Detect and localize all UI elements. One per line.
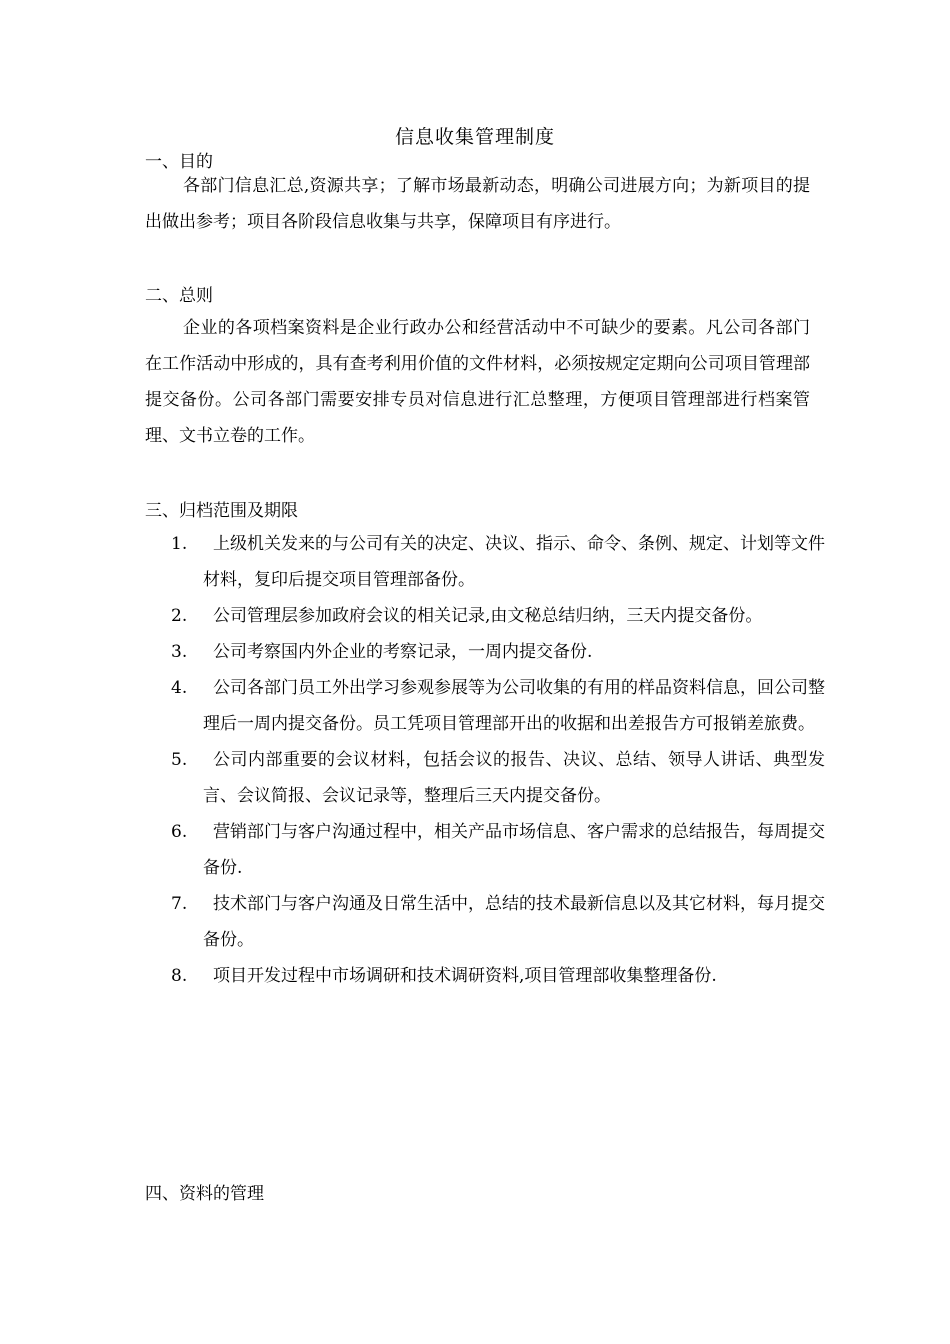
list-item-text: 公司管理层参加政府会议的相关记录,由文秘总结归纳，三天内提交备份。 bbox=[213, 606, 763, 626]
list-item bbox=[145, 526, 825, 598]
list-item-text: 公司考察国内外企业的考察记录，一周内提交备份. bbox=[213, 642, 593, 662]
list-item-number: 4. bbox=[171, 678, 188, 698]
list-item bbox=[145, 598, 825, 634]
list-item-text: 营销部门与客户沟通过程中，相关产品市场信息、客户需求的总结报告，每周提交备份. bbox=[203, 822, 825, 878]
list-item-number: 2. bbox=[171, 606, 188, 626]
list-item bbox=[145, 958, 825, 994]
list-item-number: 3. bbox=[171, 642, 188, 662]
list-item bbox=[145, 634, 825, 670]
list-item-text: 技术部门与客户沟通及日常生活中，总结的技术最新信息以及其它材料，每月提交备份。 bbox=[203, 894, 825, 950]
section-heading-purpose: 一、目的 bbox=[145, 152, 213, 172]
list-item-text: 上级机关发来的与公司有关的决定、决议、指示、命令、条例、规定、计划等文件材料，复印后提交项目管理部备份。 bbox=[203, 534, 825, 590]
list-item-text: 项目开发过程中市场调研和技术调研资料,项目管理部收集整理备份. bbox=[213, 966, 717, 986]
list-item bbox=[145, 670, 825, 742]
list-item bbox=[145, 742, 825, 814]
section-paragraph-purpose: 各部门信息汇总,资源共享；了解市场最新动态，明确公司进展方向；为新项目的提出做出参考；项目各阶段信息收集与共享，保障项目有序进行。 bbox=[145, 176, 810, 232]
list-item bbox=[145, 814, 825, 886]
list-item bbox=[145, 886, 825, 958]
list-item-number: 1. bbox=[171, 534, 188, 554]
list-item-number: 8. bbox=[171, 966, 188, 986]
section-paragraph-general: 企业的各项档案资料是企业行政办公和经营活动中不可缺少的要素。凡公司各部门在工作活动中形成的，具有查考利用价值的文件材料，必须按规定定期向公司项目管理部提交备份。公司各部门需要安排专员对信息进行汇总整理，方便项目管理部进行档案管理、文书立卷的工作。 bbox=[145, 318, 810, 446]
list-item-text: 公司内部重要的会议材料，包括会议的报告、决议、总结、领导人讲话、典型发言、会议简报、会议记录等，整理后三天内提交备份。 bbox=[203, 750, 825, 806]
section-heading-general: 二、总则 bbox=[145, 286, 213, 306]
list-item-number: 5. bbox=[171, 750, 188, 770]
section-heading-archive-scope: 三、归档范围及期限 bbox=[145, 501, 298, 521]
list-item-text: 公司各部门员工外出学习参观参展等为公司收集的有用的样品资料信息，回公司整理后一周内提交备份。员工凭项目管理部开出的收据和出差报告方可报销差旅费。 bbox=[203, 678, 825, 734]
section-heading-materials-management: 四、资料的管理 bbox=[145, 1184, 264, 1204]
list-item-number: 6. bbox=[171, 822, 188, 842]
archive-scope-list bbox=[145, 526, 825, 994]
list-item-number: 7. bbox=[171, 894, 188, 914]
document-title: 信息收集管理制度 bbox=[394, 126, 555, 148]
